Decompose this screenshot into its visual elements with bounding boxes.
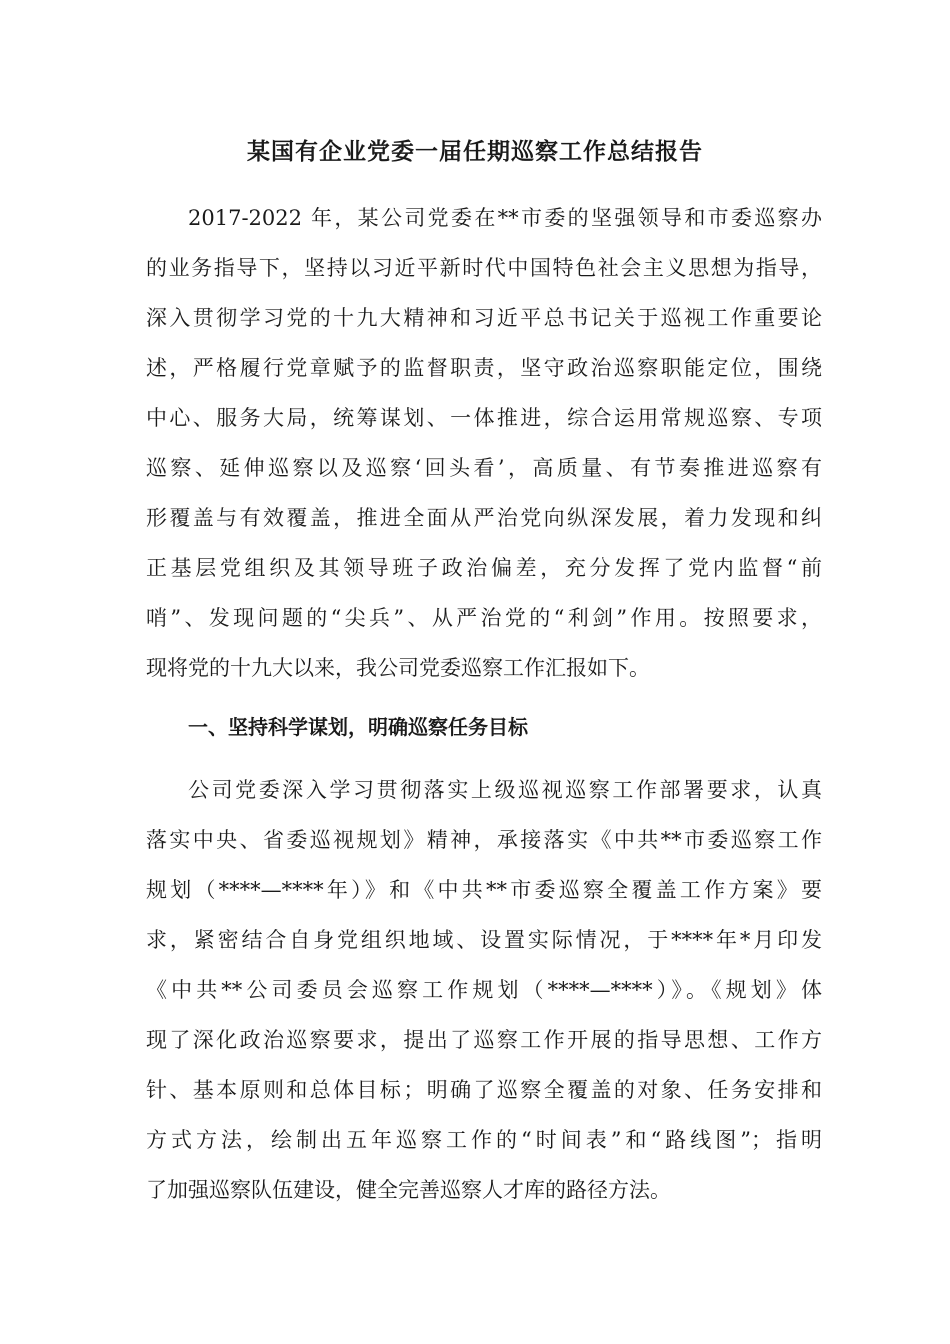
paragraph-line: 公司党委深入学习贯彻落实上级巡视巡察工作部署要求，认真 [188,778,822,802]
paragraph-line: 正基层党组织及其领导班子政治偏差，充分发挥了党内监督“前 [146,556,822,580]
paragraph-line: 针、基本原则和总体目标；明确了巡察全覆盖的对象、任务安排和 [146,1078,822,1102]
paragraph-line: 深入贯彻学习党的十九大精神和习近平总书记关于巡视工作重要论 [146,306,822,330]
paragraph-line: 述，严格履行党章赋予的监督职责，坚守政治巡察职能定位，围绕 [146,356,822,380]
paragraph-line: 现了深化政治巡察要求，提出了巡察工作开展的指导思想、工作方 [146,1028,822,1052]
paragraph-line: 了加强巡察队伍建设，健全完善巡察人才库的路径方法。 [146,1178,671,1202]
paragraph-line: 现将党的十九大以来，我公司党委巡察工作汇报如下。 [146,656,650,680]
paragraph-line: 中心、服务大局，统筹谋划、一体推进，综合运用常规巡察、专项 [146,406,822,430]
paragraph-line: 落实中央、省委巡视规划》精神，承接落实《中共**市委巡察工作 [146,828,822,852]
paragraph-line: 巡察、延伸巡察以及巡察‘回头看’，高质量、有节奏推进巡察有 [146,456,822,480]
paragraph-line: 《中共**公司委员会巡察工作规划（****—****）》。《规划》体 [146,978,822,1002]
paragraph-line: 哨”、发现问题的“尖兵”、从严治党的“利剑”作用。按照要求， [146,606,822,630]
paragraph-line: 2017-2022 年，某公司党委在**市委的坚强领导和市委巡察办 [188,206,822,230]
paragraph-line: 求，紧密结合自身党组织地域、设置实际情况，于****年*月印发 [146,928,822,952]
paragraph-line: 的业务指导下，坚持以习近平新时代中国特色社会主义思想为指导， [146,256,822,280]
paragraph-line: 形覆盖与有效覆盖，推进全面从严治党向纵深发展，着力发现和纠 [146,506,822,530]
paragraph-line: 方式方法，绘制出五年巡察工作的“时间表”和“路线图”；指明 [146,1128,822,1152]
document-title: 某国有企业党委一届任期巡察工作总结报告 [247,139,703,165]
section-heading: 一、坚持科学谋划，明确巡察任务目标 [188,715,528,739]
paragraph-line: 规划（****—****年）》和《中共**市委巡察全覆盖工作方案》要 [146,878,822,902]
